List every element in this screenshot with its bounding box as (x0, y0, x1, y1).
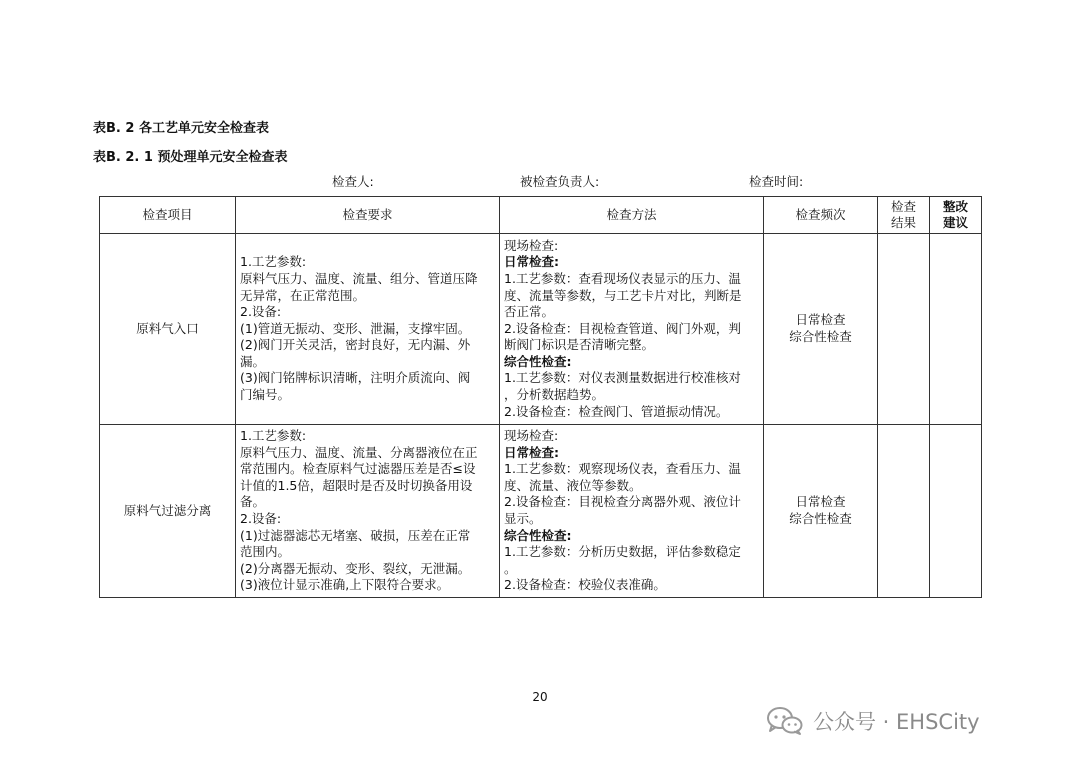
header-result-line-1: 检查 (890, 199, 916, 214)
method-line: 否正常。 (504, 304, 555, 320)
result-cell[interactable] (878, 234, 930, 425)
page-number: 20 (532, 690, 548, 704)
requirement-cell (236, 234, 500, 425)
table-row (100, 234, 982, 425)
responsible-person-label: 被检查负责人: (520, 174, 600, 189)
method-line: 现场检查: (504, 428, 559, 444)
item-cell: 原料气过滤分离 (100, 425, 236, 598)
frequency-cell (764, 234, 878, 425)
method-subheading: 日常检查: (504, 444, 559, 460)
method-line: 。 (504, 560, 517, 576)
safety-checklist-table (99, 196, 982, 598)
method-subheading: 日常检查: (504, 254, 559, 270)
header-suggestion-line-2: 建议 (942, 215, 968, 230)
watermark-text: 公众号 · EHSCity (813, 710, 980, 734)
method-line: 现场检查: (504, 237, 559, 253)
requirement-line: 常范围内。检查原料气过滤器压差是否≤设 (240, 461, 476, 477)
wechat-watermark (765, 705, 980, 737)
method-subheading: 综合性检查: (504, 527, 572, 543)
requirement-line: 无异常，在正常范围。 (240, 287, 366, 303)
method-line: 断阀门标识是否清晰完整。 (504, 337, 655, 353)
requirement-line: 原料气压力、温度、流量、分离器液位在正 (240, 444, 478, 460)
method-line: 2.设备检查：检查阀门、管道振动情况。 (504, 403, 729, 419)
header-inspection-frequency: 检查频次 (764, 197, 878, 234)
requirement-line: 门编号。 (240, 387, 291, 403)
requirement-line: 2.设备: (240, 304, 282, 320)
requirement-line: (1)过滤器滤芯无堵塞、破损，压差在正常 (240, 527, 471, 543)
method-line: 1.工艺参数：分析历史数据，评估参数稳定 (504, 544, 741, 560)
table-b2-title: 表B. 2 各工艺单元安全检查表 (93, 121, 269, 136)
table-header-row (100, 197, 982, 234)
frequency-daily: 日常检查 (795, 494, 846, 510)
table-row (100, 425, 982, 598)
frequency-cell (764, 425, 878, 598)
method-line: 度、流量、液位等参数。 (504, 477, 642, 493)
item-cell: 原料气入口 (100, 234, 236, 425)
method-line: 2.设备检查：目视检查管道、阀门外观，判 (504, 320, 741, 336)
header-inspection-method: 检查方法 (500, 197, 764, 234)
header-suggestion-line-1: 整改 (942, 199, 968, 214)
method-line: ，分析数据趋势。 (504, 387, 605, 403)
suggestion-cell[interactable] (930, 234, 982, 425)
method-subheading: 综合性检查: (504, 353, 572, 369)
header-inspection-item: 检查项目 (100, 197, 236, 234)
requirement-line: (3)阀门铭牌标识清晰，注明介质流向、阀 (240, 370, 471, 386)
suggestion-cell[interactable] (930, 425, 982, 598)
requirement-line: 计值的1.5倍，超限时是否及时切换备用设 (240, 477, 473, 493)
requirement-cell (236, 425, 500, 598)
wechat-icon (765, 706, 805, 736)
header-rectification-suggestion (930, 197, 982, 234)
method-cell (500, 425, 764, 598)
inspector-label: 检查人: (332, 174, 374, 189)
method-cell (500, 234, 764, 425)
requirement-line: 备。 (240, 494, 266, 510)
requirement-line: 原料气压力、温度、流量、组分、管道压降 (240, 270, 478, 286)
requirement-line: 范围内。 (240, 544, 291, 560)
method-line: 2.设备检查：目视检查分离器外观、液位计 (504, 494, 741, 510)
method-line: 1.工艺参数：查看现场仪表显示的压力、温 (504, 270, 741, 286)
frequency-comprehensive: 综合性检查 (789, 329, 852, 344)
requirement-line: 2.设备: (240, 511, 282, 526)
requirement-line: (2)分离器无振动、变形、裂纹，无泄漏。 (240, 560, 471, 576)
method-line: 1.工艺参数：对仪表测量数据进行校准核对 (504, 370, 741, 386)
requirement-line: 漏。 (240, 353, 266, 369)
requirement-line: 1.工艺参数: (240, 428, 307, 444)
requirement-line: (1)管道无振动、变形、泄漏，支撑牢固。 (240, 320, 471, 336)
method-line: 度、流量等参数，与工艺卡片对比，判断是 (504, 287, 742, 303)
method-line: 2.设备检查：校验仪表准确。 (504, 577, 666, 593)
frequency-comprehensive: 综合性检查 (789, 511, 852, 526)
requirement-line: (3)液位计显示准确,上下限符合要求。 (240, 577, 450, 593)
inspection-time-label: 检查时间: (749, 174, 804, 189)
method-line: 1.工艺参数：观察现场仪表，查看压力、温 (504, 461, 741, 477)
header-inspection-requirement: 检查要求 (236, 197, 500, 234)
header-result-line-2: 结果 (890, 215, 916, 230)
requirement-line: 1.工艺参数: (240, 254, 307, 270)
frequency-daily: 日常检查 (795, 312, 846, 328)
method-line: 显示。 (504, 511, 542, 526)
requirement-line: (2)阀门开关灵活，密封良好，无内漏、外 (240, 337, 471, 353)
table-b21-title: 表B. 2. 1 预处理单元安全检查表 (93, 150, 288, 165)
header-inspection-result (878, 197, 930, 234)
result-cell[interactable] (878, 425, 930, 598)
